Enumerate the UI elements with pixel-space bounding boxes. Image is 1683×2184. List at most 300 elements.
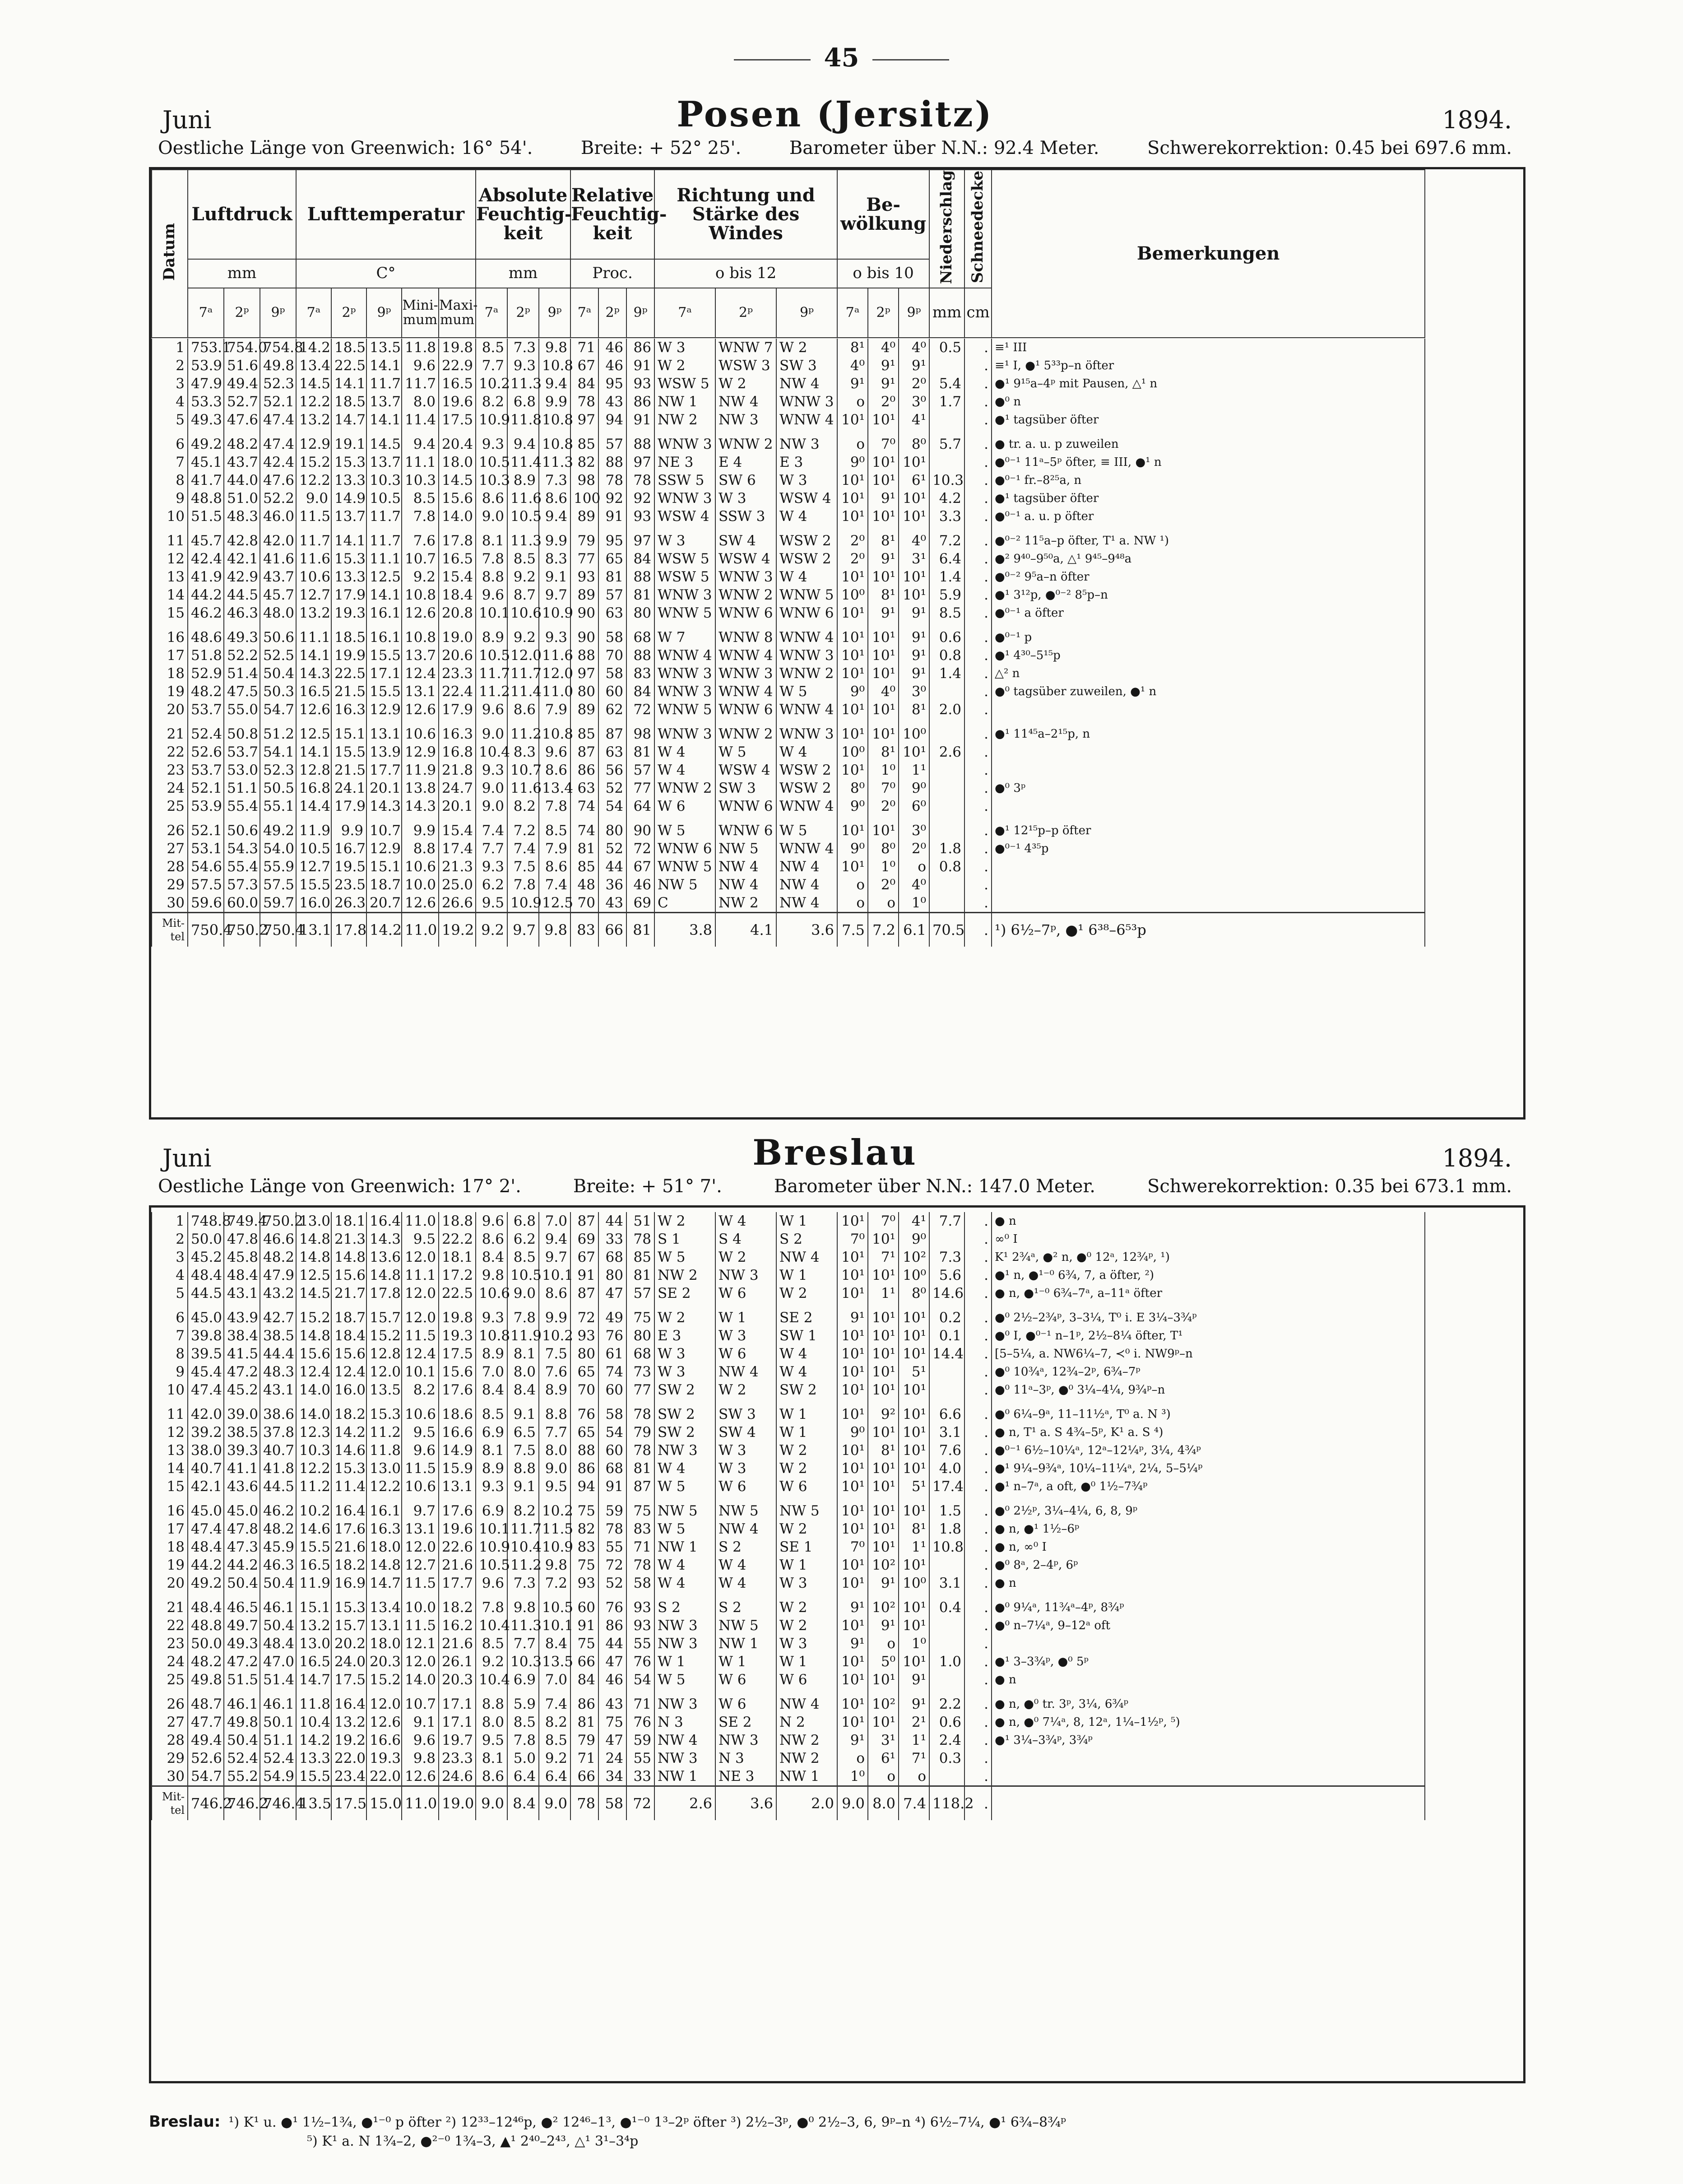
value-cell: 46.3 xyxy=(260,1556,296,1574)
value-cell: 14.8 xyxy=(296,1230,331,1248)
value-cell: 9.0 xyxy=(476,797,507,815)
value-cell: 1¹ xyxy=(899,761,929,779)
remark-cell: ● n, ●¹ 1½–6ᵖ xyxy=(992,1520,1425,1538)
value-cell: 10¹ xyxy=(837,815,868,840)
value-cell: . xyxy=(964,375,992,393)
value-cell: . xyxy=(964,876,992,894)
value-cell: 16.1 xyxy=(366,604,402,622)
value-cell: W 2 xyxy=(776,1441,837,1459)
value-cell: . xyxy=(964,411,992,429)
value-cell: 9¹ xyxy=(899,1671,929,1689)
value-cell: 13.7 xyxy=(331,507,366,525)
value-cell: 1⁰ xyxy=(837,1767,868,1786)
value-cell: 44.2 xyxy=(188,586,224,604)
day-cell: 15 xyxy=(152,1478,188,1496)
value-cell: 12.8 xyxy=(296,761,331,779)
value-cell: 10¹ xyxy=(868,507,899,525)
value-cell: 51 xyxy=(626,1212,654,1230)
value-cell: W 4 xyxy=(776,743,837,761)
value-cell: 93 xyxy=(570,568,598,586)
value-cell: W 2 xyxy=(654,1302,715,1327)
value-cell: 85 xyxy=(570,429,598,453)
value-cell: 9.7 xyxy=(539,1248,570,1266)
value-cell: 18.4 xyxy=(331,1327,366,1345)
value-cell: W 1 xyxy=(776,1266,837,1284)
value-cell: 7.5 xyxy=(539,1345,570,1363)
value-cell: WSW 5 xyxy=(654,550,715,568)
day-cell: 24 xyxy=(152,1653,188,1671)
value-cell: 38.0 xyxy=(188,1441,224,1459)
value-cell: 5.4 xyxy=(929,375,964,393)
value-cell: 22.0 xyxy=(331,1749,366,1767)
value-cell: 4¹ xyxy=(899,411,929,429)
value-cell: 49.4 xyxy=(224,375,260,393)
remark-cell: ●¹ n–7ᵃ, a oft, ●⁰ 1½–7¾ᵖ xyxy=(992,1478,1425,1496)
remark-cell: ●⁰⁻¹ a. u. p öfter xyxy=(992,507,1425,525)
value-cell: 47.8 xyxy=(224,1230,260,1248)
value-cell: 84 xyxy=(570,1671,598,1689)
value-cell: 20.3 xyxy=(439,1671,476,1689)
header-cell: 9ᵖ xyxy=(899,288,929,338)
value-cell: . xyxy=(964,894,992,913)
value-cell: 16.0 xyxy=(296,894,331,913)
value-cell: W 4 xyxy=(715,1574,776,1592)
mean-value: 3.8 xyxy=(654,913,715,947)
value-cell: 55.1 xyxy=(260,797,296,815)
value-cell: 18.0 xyxy=(439,453,476,471)
value-cell: 67 xyxy=(626,858,654,876)
value-cell: 6⁰ xyxy=(899,797,929,815)
value-cell: 2⁰ xyxy=(868,876,899,894)
value-cell: WNW 2 xyxy=(776,664,837,683)
value-cell: 44.5 xyxy=(224,586,260,604)
value-cell: 10¹ xyxy=(899,1345,929,1363)
value-cell: 9¹ xyxy=(868,375,899,393)
value-cell: 79 xyxy=(626,1423,654,1441)
value-cell: . xyxy=(964,858,992,876)
value-cell: 13.4 xyxy=(366,1592,402,1617)
page-number: 45 xyxy=(0,43,1683,73)
value-cell: 14.2 xyxy=(296,339,331,357)
value-cell: 18.2 xyxy=(439,1592,476,1617)
value-cell: W 7 xyxy=(654,622,715,646)
value-cell: 18.1 xyxy=(439,1248,476,1266)
value-cell: 9.3 xyxy=(476,858,507,876)
value-cell: 8¹ xyxy=(899,701,929,719)
value-cell: 12.0 xyxy=(402,1248,439,1266)
value-cell: 14.0 xyxy=(439,507,476,525)
value-cell: 10.4 xyxy=(296,1713,331,1731)
value-cell: NE 3 xyxy=(715,1767,776,1786)
header-cell: 7ᵃ xyxy=(837,288,868,338)
value-cell: 10¹ xyxy=(837,471,868,489)
value-cell: 52.6 xyxy=(188,743,224,761)
value-cell: 12.4 xyxy=(296,1363,331,1381)
value-cell: 80 xyxy=(570,1345,598,1363)
value-cell: 52.1 xyxy=(260,393,296,411)
value-cell: 23.4 xyxy=(331,1767,366,1786)
value-cell: 10.7 xyxy=(402,1689,439,1713)
value-cell: 60 xyxy=(598,1441,626,1459)
value-cell: NW 1 xyxy=(654,393,715,411)
value-cell: W 5 xyxy=(654,1671,715,1689)
value-cell: 59.7 xyxy=(260,894,296,913)
value-cell: NW 5 xyxy=(715,1617,776,1635)
value-cell: 10.6 xyxy=(296,568,331,586)
value-cell: 13.7 xyxy=(366,393,402,411)
value-cell: NW 4 xyxy=(715,1520,776,1538)
value-cell: 50.0 xyxy=(188,1635,224,1653)
value-cell: 47.9 xyxy=(260,1266,296,1284)
value-cell: 17.9 xyxy=(331,797,366,815)
value-cell: 48.4 xyxy=(224,1266,260,1284)
remark-cell xyxy=(992,1786,1425,1821)
value-cell: 14.1 xyxy=(331,525,366,550)
value-cell: W 2 xyxy=(776,1520,837,1538)
value-cell: 10¹ xyxy=(899,1441,929,1459)
value-cell: 13.0 xyxy=(296,1212,331,1230)
value-cell: 97 xyxy=(626,525,654,550)
value-cell: SSW 5 xyxy=(654,471,715,489)
value-cell: 15.6 xyxy=(439,489,476,507)
remark-cell: ●¹ 3¼–3¾ᵖ, 3¾ᵖ xyxy=(992,1731,1425,1749)
day-cell: 23 xyxy=(152,761,188,779)
value-cell: 8.5 xyxy=(929,604,964,622)
value-cell: . xyxy=(964,1574,992,1592)
value-cell: . xyxy=(964,1266,992,1284)
value-cell: 9.8 xyxy=(402,1749,439,1767)
mean-value: 8.0 xyxy=(868,1786,899,1821)
header-cell: 7ᵃ xyxy=(476,288,507,338)
value-cell: 10¹ xyxy=(899,1592,929,1617)
value-cell: 52.1 xyxy=(188,779,224,797)
value-cell: 45.9 xyxy=(260,1538,296,1556)
value-cell xyxy=(929,1230,964,1248)
value-cell: NW 4 xyxy=(776,1689,837,1713)
value-cell xyxy=(929,1381,964,1399)
value-cell: 8.6 xyxy=(539,1284,570,1302)
value-cell: 10¹ xyxy=(837,1363,868,1381)
value-cell: 56 xyxy=(598,761,626,779)
value-cell: 13.3 xyxy=(331,471,366,489)
value-cell: 8¹ xyxy=(868,586,899,604)
remark-cell: ●⁰⁻² 11⁵a–p öfter, T¹ a. NW ¹) xyxy=(992,525,1425,550)
value-cell: NW 5 xyxy=(776,1496,837,1520)
value-cell: 47 xyxy=(598,1731,626,1749)
day-cell: 19 xyxy=(152,1556,188,1574)
value-cell: 15.2 xyxy=(366,1671,402,1689)
value-cell: 55 xyxy=(626,1635,654,1653)
value-cell: W 1 xyxy=(776,1423,837,1441)
value-cell: WNW 6 xyxy=(654,840,715,858)
value-cell: WNW 6 xyxy=(776,604,837,622)
value-cell: 24.7 xyxy=(439,779,476,797)
value-cell: 8⁰ xyxy=(899,429,929,453)
value-cell: 81 xyxy=(626,1459,654,1478)
day-cell: 11 xyxy=(152,525,188,550)
value-cell: 10¹ xyxy=(837,507,868,525)
value-cell: 43.7 xyxy=(260,568,296,586)
value-cell: 92 xyxy=(626,489,654,507)
value-cell xyxy=(929,453,964,471)
value-cell: 16.6 xyxy=(366,1731,402,1749)
col-absolute-feuchtigkeit: Absolute Feuchtig-keit xyxy=(476,170,570,259)
day-cell: 21 xyxy=(152,1592,188,1617)
remark-cell: ●⁰⁻¹ a öfter xyxy=(992,604,1425,622)
value-cell: 10.5 xyxy=(507,1266,539,1284)
value-cell: 85 xyxy=(570,858,598,876)
mean-value: 83 xyxy=(570,913,598,947)
value-cell: 10¹ xyxy=(837,568,868,586)
value-cell: 11.8 xyxy=(402,339,439,357)
value-cell: 44.2 xyxy=(188,1556,224,1574)
value-cell: 10.6 xyxy=(476,1284,507,1302)
value-cell: 12.2 xyxy=(296,1459,331,1478)
value-cell: 41.1 xyxy=(224,1459,260,1478)
value-cell: 13.4 xyxy=(539,779,570,797)
remark-cell xyxy=(992,701,1425,719)
value-cell: 16.1 xyxy=(366,622,402,646)
value-cell: 10.9 xyxy=(507,894,539,913)
value-cell: 10¹ xyxy=(899,1399,929,1423)
value-cell: 70 xyxy=(570,1381,598,1399)
value-cell: W 5 xyxy=(654,1520,715,1538)
value-cell: 55 xyxy=(626,1749,654,1767)
day-cell: 18 xyxy=(152,1538,188,1556)
value-cell: 5⁰ xyxy=(868,1653,899,1671)
value-cell: 87 xyxy=(570,1212,598,1230)
value-cell: 45.2 xyxy=(188,1248,224,1266)
value-cell: 10¹ xyxy=(868,1538,899,1556)
value-cell: 100 xyxy=(570,489,598,507)
value-cell: 91 xyxy=(626,411,654,429)
value-cell: . xyxy=(964,568,992,586)
value-cell: W 3 xyxy=(715,1327,776,1345)
value-cell: 82 xyxy=(570,453,598,471)
day-cell: 13 xyxy=(152,1441,188,1459)
value-cell: . xyxy=(964,1284,992,1302)
value-cell: 15.5 xyxy=(296,876,331,894)
value-cell: 10.8 xyxy=(402,586,439,604)
value-cell: 19.8 xyxy=(439,1302,476,1327)
value-cell: 10.8 xyxy=(402,622,439,646)
value-cell: 14.1 xyxy=(366,357,402,375)
value-cell: . xyxy=(964,1478,992,1496)
value-cell: E 3 xyxy=(776,453,837,471)
value-cell: 33 xyxy=(626,1767,654,1786)
value-cell: 10¹ xyxy=(837,489,868,507)
value-cell: 2⁰ xyxy=(837,525,868,550)
value-cell: o xyxy=(899,858,929,876)
value-cell: 8.5 xyxy=(476,1635,507,1653)
value-cell: . xyxy=(964,701,992,719)
value-cell: 42.0 xyxy=(260,525,296,550)
value-cell: NW 2 xyxy=(776,1731,837,1749)
value-cell: NW 4 xyxy=(654,1731,715,1749)
col-wind: Richtung und Stärke des Windes xyxy=(654,170,837,259)
value-cell: 10¹ xyxy=(837,622,868,646)
value-cell: 12.6 xyxy=(402,701,439,719)
value-cell: 20.2 xyxy=(331,1635,366,1653)
value-cell: 54 xyxy=(598,1423,626,1441)
value-cell: o xyxy=(868,1767,899,1786)
value-cell: W 2 xyxy=(776,339,837,357)
value-cell: S 1 xyxy=(654,1230,715,1248)
value-cell: WNW 4 xyxy=(776,622,837,646)
value-cell: 10.7 xyxy=(507,761,539,779)
mean-value: 9.0 xyxy=(837,1786,868,1821)
value-cell: 10¹ xyxy=(837,646,868,664)
remark-cell: ≡¹ I, ●¹ 5³³p–n öfter xyxy=(992,357,1425,375)
value-cell: 50.4 xyxy=(260,664,296,683)
value-cell: 10¹ xyxy=(899,489,929,507)
value-cell: 13.5 xyxy=(366,339,402,357)
value-cell: 10¹ xyxy=(868,1363,899,1381)
value-cell: 74 xyxy=(598,1363,626,1381)
value-cell: 48.7 xyxy=(188,1689,224,1713)
value-cell: WNW 3 xyxy=(654,719,715,743)
mean-value: 7.2 xyxy=(868,913,899,947)
remark-cell: ●⁰ 2½ᵖ, 3¼–4¼, 6, 8, 9ᵖ xyxy=(992,1496,1425,1520)
value-cell: 76 xyxy=(598,1327,626,1345)
value-cell: 71 xyxy=(626,1538,654,1556)
value-cell: 11.9 xyxy=(402,761,439,779)
value-cell: 8.4 xyxy=(476,1381,507,1399)
value-cell: 10¹ xyxy=(899,453,929,471)
value-cell: 7.7 xyxy=(539,1423,570,1441)
value-cell: 23.5 xyxy=(331,876,366,894)
remark-cell xyxy=(992,743,1425,761)
value-cell: 8.5 xyxy=(539,815,570,840)
value-cell: 9¹ xyxy=(868,357,899,375)
value-cell: 9¹ xyxy=(899,357,929,375)
value-cell: 54.9 xyxy=(260,1767,296,1786)
value-cell: W 1 xyxy=(776,1212,837,1230)
value-cell: 9.9 xyxy=(539,393,570,411)
value-cell: 41.7 xyxy=(188,471,224,489)
value-cell: 15.1 xyxy=(366,858,402,876)
value-cell: 40.7 xyxy=(188,1459,224,1478)
value-cell: 10¹ xyxy=(837,1266,868,1284)
value-cell: 22.6 xyxy=(439,1538,476,1556)
value-cell: 12.0 xyxy=(366,1689,402,1713)
remark-cell: ●⁰ 3ᵖ xyxy=(992,779,1425,797)
value-cell: 15.6 xyxy=(331,1345,366,1363)
value-cell: 10¹ xyxy=(868,471,899,489)
value-cell: 15.4 xyxy=(439,568,476,586)
value-cell: 17.5 xyxy=(439,411,476,429)
value-cell: 51.0 xyxy=(224,489,260,507)
value-cell: 18.5 xyxy=(331,622,366,646)
value-cell: 49 xyxy=(598,1302,626,1327)
value-cell: 9.3 xyxy=(476,1478,507,1496)
table-row xyxy=(152,815,1425,840)
value-cell: 50.1 xyxy=(260,1713,296,1731)
value-cell: 12.2 xyxy=(366,1478,402,1496)
value-cell: 10² xyxy=(868,1689,899,1713)
value-cell: 81 xyxy=(570,1713,598,1731)
value-cell: 16.5 xyxy=(296,1556,331,1574)
value-cell: 10.5 xyxy=(507,507,539,525)
value-cell: 57 xyxy=(626,1284,654,1302)
remark-cell: ●¹ tagsüber öfter xyxy=(992,411,1425,429)
day-cell: 14 xyxy=(152,1459,188,1478)
value-cell: SW 2 xyxy=(776,1381,837,1399)
value-cell: 9¹ xyxy=(899,646,929,664)
value-cell: 87 xyxy=(626,1478,654,1496)
value-cell: 10.4 xyxy=(476,1617,507,1635)
value-cell: 754.0 xyxy=(224,339,260,357)
value-cell: 62 xyxy=(598,701,626,719)
value-cell: 52.4 xyxy=(188,719,224,743)
value-cell: 8.5 xyxy=(402,489,439,507)
value-cell: 51.8 xyxy=(188,646,224,664)
table-row xyxy=(152,1671,1425,1689)
value-cell: W 2 xyxy=(776,1592,837,1617)
value-cell: 17.8 xyxy=(366,1284,402,1302)
value-cell: 93 xyxy=(626,1617,654,1635)
value-cell: 9.4 xyxy=(539,1230,570,1248)
value-cell: 46.1 xyxy=(260,1592,296,1617)
day-cell: 28 xyxy=(152,1731,188,1749)
value-cell: . xyxy=(964,761,992,779)
value-cell: 14.5 xyxy=(439,471,476,489)
value-cell: 0.6 xyxy=(929,622,964,646)
value-cell: 13.1 xyxy=(402,1520,439,1538)
value-cell: 6.2 xyxy=(507,1230,539,1248)
value-cell: 11.5 xyxy=(539,1520,570,1538)
value-cell: . xyxy=(964,1345,992,1363)
value-cell: 16.5 xyxy=(439,550,476,568)
value-cell: 10¹ xyxy=(899,1496,929,1520)
value-cell: 80 xyxy=(626,604,654,622)
value-cell: 12.7 xyxy=(296,586,331,604)
value-cell: 1⁰ xyxy=(899,1635,929,1653)
table-row xyxy=(152,1538,1425,1556)
header-cell: 9ᵖ xyxy=(539,288,570,338)
day-cell: 5 xyxy=(152,411,188,429)
value-cell: 10.3 xyxy=(402,471,439,489)
value-cell: 60 xyxy=(598,1381,626,1399)
value-cell: WNW 4 xyxy=(776,840,837,858)
value-cell: W 3 xyxy=(776,471,837,489)
value-cell: WNW 4 xyxy=(654,646,715,664)
value-cell: 86 xyxy=(626,339,654,357)
value-cell: WSW 2 xyxy=(776,550,837,568)
value-cell: . xyxy=(964,646,992,664)
value-cell: 10¹ xyxy=(899,1653,929,1671)
value-cell: 9.3 xyxy=(476,1302,507,1327)
value-cell: 10.2 xyxy=(476,375,507,393)
value-cell: WNW 4 xyxy=(715,683,776,701)
value-cell: 14.8 xyxy=(296,1248,331,1266)
value-cell: W 2 xyxy=(715,375,776,393)
value-cell: SW 2 xyxy=(654,1399,715,1423)
value-cell: W 6 xyxy=(776,1671,837,1689)
value-cell: WNW 3 xyxy=(654,664,715,683)
table-row xyxy=(152,1556,1425,1574)
value-cell: WNW 3 xyxy=(776,719,837,743)
remark-cell: ● n, ●⁰ tr. 3ᵖ, 3¼, 6¾ᵖ xyxy=(992,1689,1425,1713)
value-cell: 43.6 xyxy=(224,1478,260,1496)
value-cell: 46.2 xyxy=(188,604,224,622)
value-cell: NW 1 xyxy=(715,1635,776,1653)
day-cell: 23 xyxy=(152,1635,188,1653)
value-cell: . xyxy=(964,1248,992,1266)
value-cell: W 6 xyxy=(715,1345,776,1363)
value-cell: 10¹ xyxy=(899,743,929,761)
remark-cell xyxy=(992,1767,1425,1786)
